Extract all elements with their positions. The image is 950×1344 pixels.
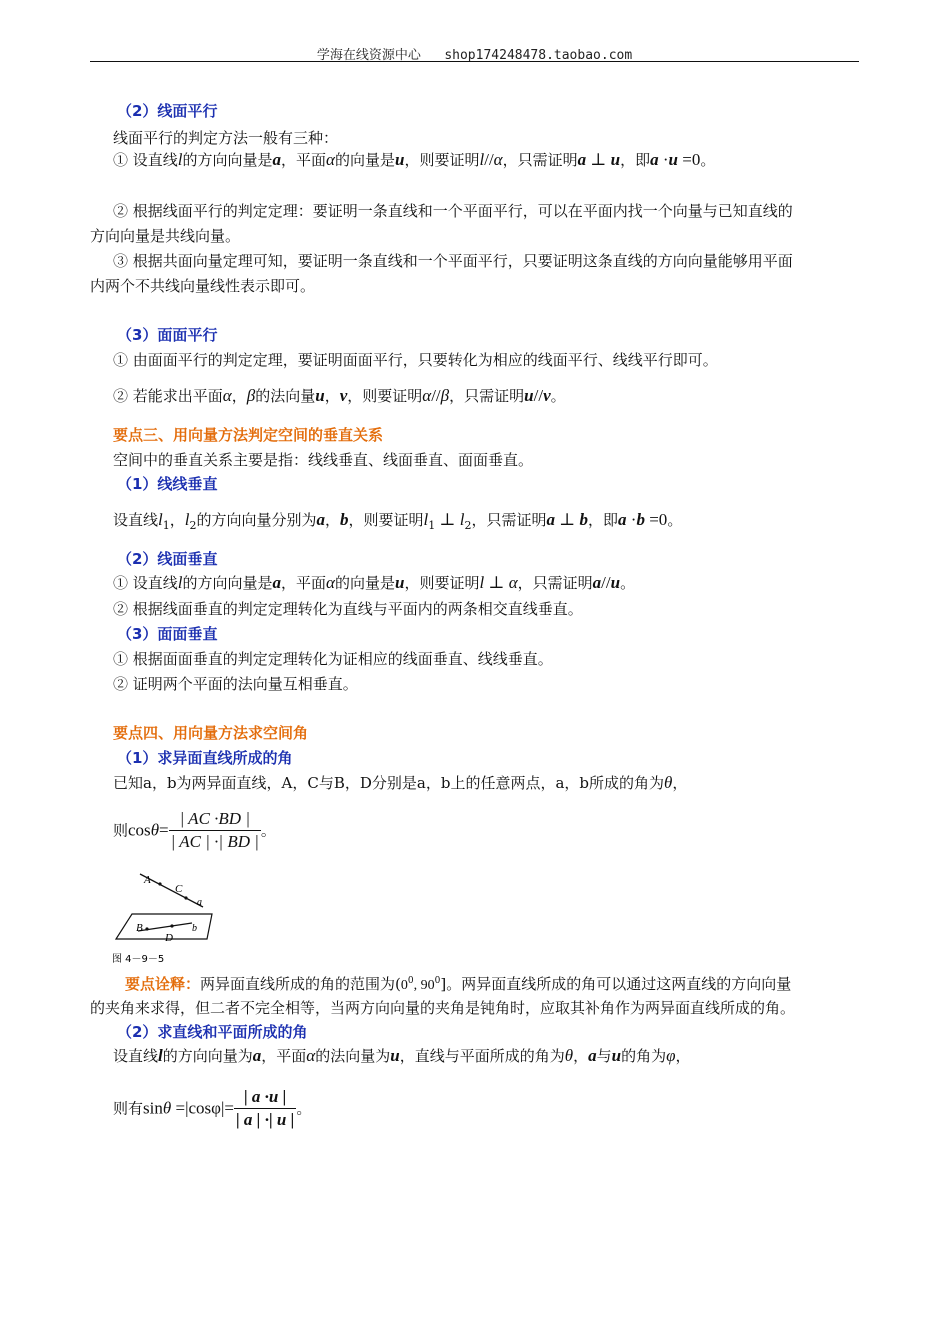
section-title-angles: 要点四、用向量方法求空间角 bbox=[113, 724, 309, 742]
point-D bbox=[170, 924, 173, 927]
note-line-2: 的夹角来求得，但二者不完全相等，当两方向向量的夹角是钝角时，应取其补角作为两异面直线所成的角。 bbox=[90, 999, 796, 1017]
line-plane-parallel-item-3-line-2: 内两个不共线向量线性表示即可。 bbox=[90, 277, 316, 295]
plane-plane-parallel-item-2: ② 若能求出平面α，β的法向量u，v，则要证明α//β，只需证明u//v。 bbox=[113, 386, 566, 405]
label-D: D bbox=[165, 932, 173, 944]
point-B bbox=[145, 927, 148, 930]
line-plane-perp-item-1: ① 设直线l的方向向量是a，平面α的向量是u，则要证明l ⊥ α，只需证明a//u。 bbox=[113, 573, 636, 592]
formula2-denominator: | a | ·| u | bbox=[235, 1110, 295, 1129]
note-line-1: 要点诠释：两异面直线所成的角的范围为($0^0$, $90^0$]。两异面直线所成的角可以通过这两直线的方向向量 bbox=[125, 975, 792, 993]
plane-plane-perp-item-1: ① 根据面面垂直的判定定理转化为证相应的线面垂直、线线垂直。 bbox=[113, 650, 553, 668]
line-plane-angle-text: 设直线l的方向向量为a，平面α的法向量为u，直线与平面所成的角为θ，a与u的角为φ， bbox=[113, 1046, 691, 1065]
skew-lines-formula: 则cosθ= $\frac{| AC \cdot BD |}{| AC | \cdot| BD |}$ 。 bbox=[113, 809, 276, 851]
formula2-numerator: | a ·u | bbox=[234, 1086, 296, 1109]
line-plane-angle-formula: 则有sinθ =|cosφ|= $\frac{| a \cdot u |}{| a | \cdot| u |}$ 。 bbox=[113, 1087, 312, 1129]
point-A bbox=[158, 882, 161, 885]
heading-line-line-perp: （1）线线垂直 bbox=[117, 475, 218, 493]
header-divider bbox=[90, 61, 859, 62]
heading-line-plane-parallel: （2）线面平行 bbox=[117, 102, 218, 120]
figure-caption: 图 4－9－5 bbox=[112, 954, 165, 965]
header-title: 学海在线资源中心 bbox=[316, 48, 421, 63]
label-A: A bbox=[144, 874, 151, 886]
plane-plane-parallel-item-1: ① 由面面平行的判定定理，要证明面面平行，只要转化为相应的线面平行、线线平行即可。 bbox=[113, 351, 718, 369]
plane-plane-perp-item-2: ② 证明两个平面的法向量互相垂直。 bbox=[113, 675, 358, 693]
header-shop: shop174248478.taobao.com bbox=[444, 48, 633, 63]
skew-lines-figure bbox=[108, 870, 220, 966]
heading-plane-plane-perp: （3）面面垂直 bbox=[117, 625, 218, 643]
skew-lines-diagram bbox=[108, 870, 220, 966]
label-b: b bbox=[192, 923, 197, 934]
label-B: B bbox=[136, 922, 143, 934]
heading-line-plane-angle: （2）求直线和平面所成的角 bbox=[117, 1023, 308, 1041]
formula-numerator: | AC ·BD | bbox=[169, 808, 261, 831]
intro-line-plane-parallel: 线面平行的判定方法一般有三种： bbox=[113, 129, 339, 147]
heading-plane-plane-parallel: （3）面面平行 bbox=[117, 326, 218, 344]
line-plane-perp-item-2: ② 根据线面垂直的判定定理转化为直线与平面内的两条相交直线垂直。 bbox=[113, 600, 583, 618]
section-title-perpendicular: 要点三、用向量方法判定空间的垂直关系 bbox=[113, 426, 384, 444]
label-C: C bbox=[175, 883, 183, 895]
line-plane-parallel-item-2-line-2: 方向向量是共线向量。 bbox=[90, 227, 241, 245]
heading-skew-lines-angle: （1）求异面直线所成的角 bbox=[117, 749, 293, 767]
label-a: a bbox=[197, 897, 202, 908]
line-plane-parallel-item-1: ① 设直线l的方向向量是a，平面α的向量是u，则要证明l//α，只需证明a ⊥ u，即a ·u =0。 bbox=[113, 150, 716, 169]
formula-denominator: | AC | ·| BD | bbox=[170, 832, 259, 851]
line-plane-parallel-item-2-line-1: ② 根据线面平行的判定定理：要证明一条直线和一个平面平行，可以在平面内找一个向量与已知直线的 bbox=[113, 202, 793, 220]
line-plane-parallel-item-3-line-1: ③ 根据共面向量定理可知，要证明一条直线和一个平面平行，只要证明这条直线的方向向量能够用平面 bbox=[113, 252, 793, 270]
heading-line-plane-perp: （2）线面垂直 bbox=[117, 550, 218, 568]
perpendicular-intro: 空间中的垂直关系主要是指：线线垂直、线面垂直、面面垂直。 bbox=[113, 451, 534, 469]
skew-lines-known: 已知a，b为两异面直线，A，C与B，D分别是a，b上的任意两点，a，b所成的角为θ， bbox=[113, 773, 688, 792]
point-C bbox=[184, 896, 187, 899]
line-line-perp-text: 设直线$l_1$，$l_2$的方向向量分别为a，b，则要证明$l_1$ ⊥ $l_2$，只需证明a ⊥ b，即a ·b =0。 bbox=[113, 510, 683, 532]
